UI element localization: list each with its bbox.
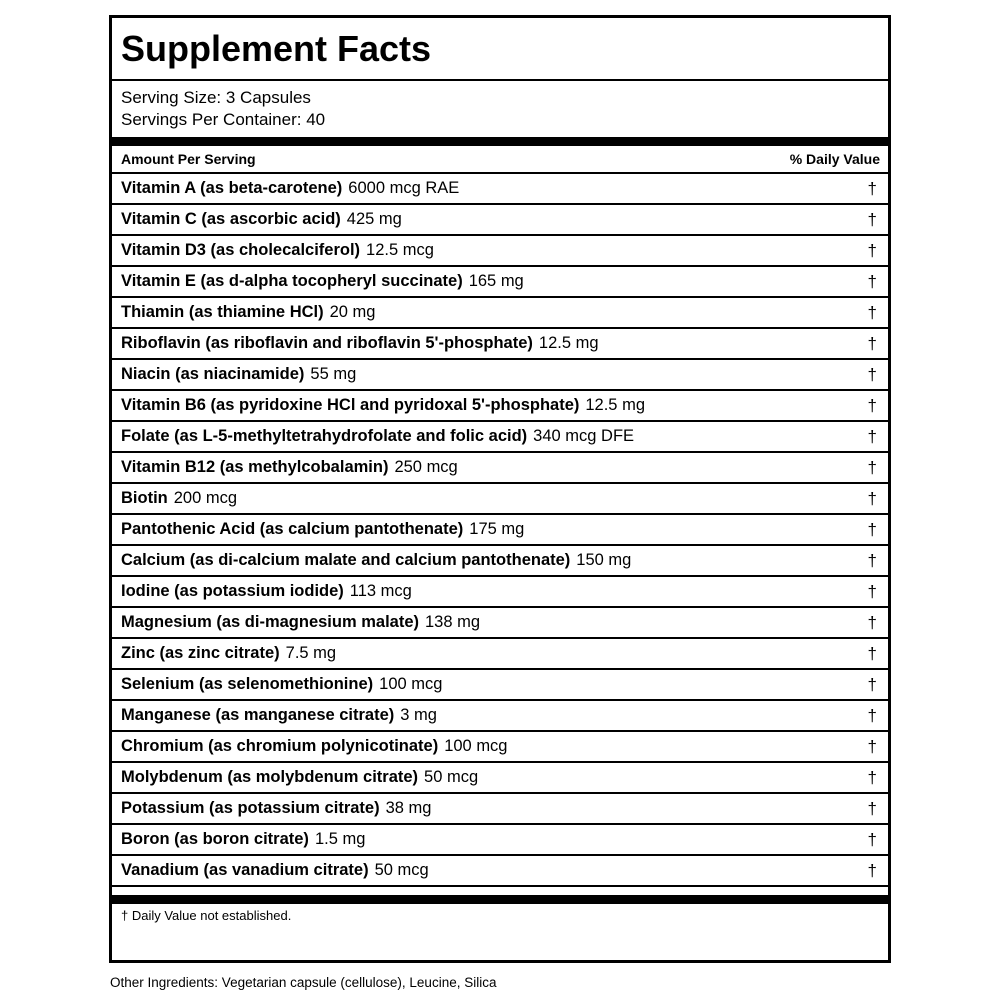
nutrient-name: Folate (as L-5-methyltetrahydrofolate and folic acid) bbox=[121, 427, 528, 445]
nutrient-name: Thiamin (as thiamine HCl) bbox=[121, 303, 324, 321]
other-ingredients: Other Ingredients: Vegetarian capsule (cellulose), Leucine, Silica bbox=[110, 975, 497, 990]
table-row bbox=[112, 794, 888, 825]
daily-value-mark: † bbox=[867, 737, 877, 756]
nutrient-name: Chromium (as chromium polynicotinate) bbox=[121, 737, 439, 755]
nutrient-amount: 50 mcg bbox=[424, 768, 479, 786]
nutrient-amount: 150 mg bbox=[576, 551, 632, 569]
nutrient-name: Pantothenic Acid (as calcium pantothenate) bbox=[121, 520, 464, 538]
table-row bbox=[112, 577, 888, 608]
table-row bbox=[112, 763, 888, 794]
supplement-facts-panel bbox=[109, 15, 891, 963]
daily-value-mark: † bbox=[867, 520, 877, 539]
daily-value-mark: † bbox=[867, 675, 877, 694]
daily-value-mark: † bbox=[867, 644, 877, 663]
nutrient-name: Calcium (as di-calcium malate and calcium pantothenate) bbox=[121, 551, 571, 569]
daily-value-mark: † bbox=[867, 551, 877, 570]
daily-value-mark: † bbox=[867, 582, 877, 601]
daily-value-mark: † bbox=[867, 241, 877, 260]
table-row bbox=[112, 484, 888, 515]
footnote: † Daily Value not established. bbox=[121, 908, 292, 923]
daily-value-mark: † bbox=[867, 179, 877, 198]
nutrient-amount: 12.5 mg bbox=[585, 396, 645, 414]
nutrient-name: Magnesium (as di-magnesium malate) bbox=[121, 613, 419, 631]
nutrient-name: Potassium (as potassium citrate) bbox=[121, 799, 380, 817]
nutrient-amount: 3 mg bbox=[400, 706, 437, 724]
table-row bbox=[112, 825, 888, 856]
table-row bbox=[112, 732, 888, 763]
nutrient-amount: 7.5 mg bbox=[285, 644, 337, 662]
divider-thick bbox=[112, 895, 888, 904]
nutrient-name: Vitamin A (as beta-carotene) bbox=[121, 179, 343, 197]
nutrient-amount: 175 mg bbox=[469, 520, 525, 538]
daily-value-mark: † bbox=[867, 303, 877, 322]
table-row bbox=[112, 608, 888, 639]
daily-value-mark: † bbox=[867, 427, 877, 446]
table-row bbox=[112, 639, 888, 670]
nutrient-amount: 100 mcg bbox=[379, 675, 443, 693]
table-row bbox=[112, 515, 888, 546]
nutrient-name: Vitamin C (as ascorbic acid) bbox=[121, 210, 341, 228]
nutrient-amount: 425 mg bbox=[346, 210, 402, 228]
nutrient-amount: 1.5 mg bbox=[314, 830, 366, 848]
daily-value-mark: † bbox=[867, 458, 877, 477]
table-row bbox=[112, 701, 888, 732]
table-row bbox=[112, 205, 888, 236]
nutrient-name: Boron (as boron citrate) bbox=[121, 830, 309, 848]
daily-value-mark: † bbox=[867, 396, 877, 415]
nutrient-amount: 200 mcg bbox=[173, 489, 238, 507]
nutrient-amount: 6000 mcg RAE bbox=[348, 179, 460, 197]
serving-info bbox=[121, 87, 325, 131]
divider-thick bbox=[112, 137, 888, 146]
nutrient-amount: 100 mcg bbox=[444, 737, 508, 755]
nutrient-amount: 55 mg bbox=[310, 365, 357, 383]
table-row bbox=[112, 546, 888, 577]
serving-size: Serving Size: 3 Capsules bbox=[121, 88, 311, 107]
nutrient-amount: 340 mcg DFE bbox=[533, 427, 635, 445]
daily-value-mark: † bbox=[867, 334, 877, 353]
table-row bbox=[112, 329, 888, 360]
servings-per-container: Servings Per Container: 40 bbox=[121, 110, 326, 129]
panel-title: Supplement Facts bbox=[121, 28, 432, 69]
column-header-row bbox=[121, 146, 880, 172]
nutrient-name: Vanadium (as vanadium citrate) bbox=[121, 861, 369, 879]
nutrient-name: Niacin (as niacinamide) bbox=[121, 365, 305, 383]
nutrient-amount: 38 mg bbox=[385, 799, 432, 817]
daily-value-mark: † bbox=[867, 489, 877, 508]
nutrient-name: Riboflavin (as riboflavin and riboflavin 5'-phosphate) bbox=[121, 334, 533, 352]
nutrient-amount: 113 mcg bbox=[349, 582, 412, 600]
daily-value-header: % Daily Value bbox=[789, 151, 880, 167]
nutrient-amount: 50 mcg bbox=[374, 861, 429, 879]
nutrient-name: Vitamin B6 (as pyridoxine HCl and pyridoxal 5'-phosphate) bbox=[121, 396, 580, 414]
table-row bbox=[112, 856, 888, 887]
table-row bbox=[112, 391, 888, 422]
divider-thin bbox=[112, 79, 888, 81]
nutrient-name: Zinc (as zinc citrate) bbox=[121, 644, 280, 662]
nutrient-amount: 12.5 mcg bbox=[366, 241, 434, 259]
nutrient-amount: 20 mg bbox=[329, 303, 376, 321]
nutrient-amount: 12.5 mg bbox=[538, 334, 599, 352]
table-row bbox=[112, 422, 888, 453]
nutrient-name: Manganese (as manganese citrate) bbox=[121, 706, 395, 724]
table-row bbox=[112, 670, 888, 701]
table-row bbox=[112, 453, 888, 484]
daily-value-mark: † bbox=[867, 272, 877, 291]
daily-value-mark: † bbox=[867, 706, 877, 725]
nutrient-name: Vitamin B12 (as methylcobalamin) bbox=[121, 458, 389, 476]
table-row bbox=[112, 360, 888, 391]
nutrient-name: Biotin bbox=[121, 489, 168, 507]
nutrient-amount: 138 mg bbox=[425, 613, 481, 631]
nutrient-name: Selenium (as selenomethionine) bbox=[121, 675, 374, 693]
table-row bbox=[112, 174, 888, 205]
daily-value-mark: † bbox=[867, 861, 877, 880]
nutrient-amount: 165 mg bbox=[468, 272, 524, 290]
nutrient-amount: 250 mcg bbox=[394, 458, 458, 476]
nutrient-table bbox=[112, 174, 888, 887]
nutrient-name: Iodine (as potassium iodide) bbox=[121, 582, 344, 600]
nutrient-name: Molybdenum (as molybdenum citrate) bbox=[121, 768, 419, 786]
daily-value-mark: † bbox=[867, 210, 877, 229]
daily-value-mark: † bbox=[867, 799, 877, 818]
nutrient-name: Vitamin D3 (as cholecalciferol) bbox=[121, 241, 361, 259]
amount-per-serving-header: Amount Per Serving bbox=[121, 151, 256, 167]
daily-value-mark: † bbox=[867, 613, 877, 632]
daily-value-mark: † bbox=[867, 830, 877, 849]
daily-value-mark: † bbox=[867, 768, 877, 787]
nutrient-name: Vitamin E (as d-alpha tocopheryl succinate) bbox=[121, 272, 463, 290]
table-row bbox=[112, 236, 888, 267]
table-row bbox=[112, 267, 888, 298]
table-row bbox=[112, 298, 888, 329]
daily-value-mark: † bbox=[867, 365, 877, 384]
